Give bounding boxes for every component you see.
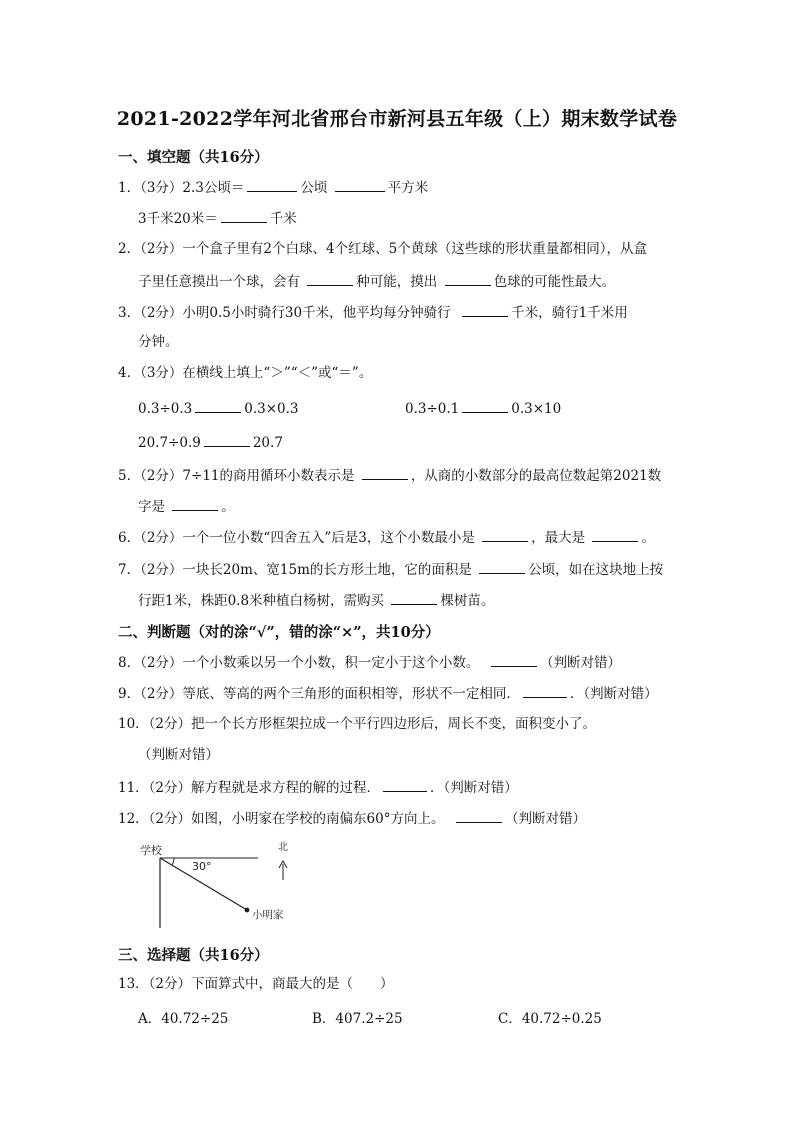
answer-blank[interactable] — [307, 271, 353, 286]
question-8 — [118, 652, 621, 672]
option-b[interactable]: B．407.2÷25 — [312, 1011, 403, 1027]
expr-left: 0.3÷0.1 — [405, 401, 460, 417]
q3-text-a: 3．（2分）小明0.5小时骑行30千米，他平均每分钟骑行 — [118, 305, 451, 321]
question-10-line-2 — [138, 746, 219, 764]
section-heading-true-false: 二、判断题（对的涂“√”，错的涂“×”，共10分） — [118, 624, 440, 641]
question-3-line-2 — [138, 333, 179, 351]
answer-blank[interactable] — [462, 398, 508, 413]
option-a[interactable]: A．40.72÷25 — [138, 1011, 229, 1027]
expr-right: 0.3×10 — [511, 401, 562, 417]
q7-text-d: 棵树苗。 — [440, 593, 495, 609]
expr-right: 0.3×0.3 — [244, 401, 299, 417]
question-5-line-1 — [118, 465, 661, 485]
q5-text-d: 。 — [221, 499, 235, 515]
question-11 — [118, 777, 518, 797]
q1-text-e: 千米 — [269, 211, 297, 227]
q2-text-d: 色球的可能性最大。 — [493, 274, 616, 290]
question-7-line-2 — [138, 590, 494, 610]
question-2-line-1 — [118, 240, 647, 258]
answer-blank[interactable] — [247, 177, 297, 192]
question-13 — [118, 975, 394, 993]
q1-text-b: 公顷 — [300, 180, 328, 196]
q2-text-b: 子里任意摸出一个球，会有 — [138, 274, 300, 290]
school-label: 学校 — [140, 844, 162, 857]
q5-text-b: ，从商的小数部分的最高位数起第2021数 — [410, 468, 662, 484]
q7-text-c: 行距1米，株距0.8米种植白杨树，需购买 — [138, 593, 385, 609]
q8-text: 8．（2分）一个小数乘以另一个小数，积一定小于这个小数。 — [118, 655, 480, 671]
answer-blank[interactable] — [482, 527, 528, 542]
q2-text-a: 2．（2分）一个盒子里有2个白球、4个红球、5个黄球（这些球的形状重量都相同），从盒 — [118, 241, 647, 257]
expr-left: 20.7÷0.9 — [138, 435, 201, 451]
q12-text: 12．（2分）如图，小明家在学校的南偏东60°方向上。 — [118, 811, 445, 827]
answer-blank[interactable] — [491, 652, 537, 667]
question-6-line-1 — [118, 527, 655, 547]
q8-hint: （判断对错） — [540, 655, 622, 671]
answer-blank[interactable] — [362, 465, 408, 480]
q5-text-c: 字是 — [138, 499, 165, 515]
answer-blank[interactable] — [479, 559, 525, 574]
q7-text-a: 7．（2分）一块长20m、宽15m的长方形土地，它的面积是 — [118, 562, 472, 578]
answer-blank[interactable] — [523, 683, 567, 698]
option-c[interactable]: C．40.72÷0.25 — [498, 1011, 602, 1027]
question-3-line-1 — [118, 302, 628, 322]
q2-text-c: 种可能，摸出 — [356, 274, 438, 290]
expr-right: 20.7 — [252, 435, 283, 451]
direction-diagram — [130, 838, 310, 930]
question-4-line-1 — [118, 364, 372, 382]
answer-blank[interactable] — [456, 808, 502, 823]
q12-hint: （判断对错） — [505, 811, 587, 827]
section-heading-fill-in: 一、填空题（共16分） — [118, 149, 269, 166]
q7-text-b: 公顷，如在这块地上按 — [528, 562, 664, 578]
section-heading-choice: 三、选择题（共16分） — [118, 947, 269, 964]
question-5-line-2 — [138, 496, 235, 516]
question-1-line-2 — [138, 208, 297, 228]
answer-blank[interactable] — [391, 590, 437, 605]
answer-blank[interactable] — [204, 432, 250, 447]
north-label: 北 — [278, 842, 288, 853]
expr-left: 0.3÷0.3 — [138, 401, 193, 417]
question-12 — [118, 808, 586, 828]
q11-hint: ．（判断对错） — [430, 780, 518, 796]
question-7-line-1 — [118, 559, 663, 579]
angle-arc — [172, 858, 174, 865]
angle-label: 30° — [192, 860, 212, 873]
question-4-expr-2 — [405, 398, 561, 418]
answer-blank[interactable] — [462, 302, 508, 317]
question-1-line-1 — [118, 177, 428, 197]
q1-text-c: 平方米 — [387, 180, 429, 196]
page-title: 2021-2022学年河北省邢台市新河县五年级（上）期末数学试卷 — [116, 108, 678, 130]
answer-blank[interactable] — [172, 496, 218, 511]
answer-blank[interactable] — [383, 777, 427, 792]
q3-text-b: 千米，骑行1千米用 — [511, 305, 628, 321]
q11-text: 11．（2分）解方程就是求方程的解的过程． — [118, 780, 381, 796]
home-label: 小明家 — [252, 909, 284, 921]
answer-blank[interactable] — [445, 271, 491, 286]
q1-text-d: 3千米20米＝ — [138, 211, 218, 227]
q10-hint: （判断对错） — [138, 747, 219, 763]
direction-diagram-svg — [130, 838, 310, 930]
q6-text-c: 。 — [641, 530, 655, 546]
home-point — [245, 908, 250, 913]
q3-text-c: 分钟。 — [138, 334, 179, 350]
answer-blank[interactable] — [592, 527, 638, 542]
answer-blank[interactable] — [221, 208, 267, 223]
q9-hint: ．（判断对错） — [569, 686, 658, 702]
q13-text: 13．（2分）下面算式中，商最大的是（ ） — [118, 976, 394, 992]
q6-text-b: ，最大是 — [531, 530, 586, 546]
q6-text-a: 6．（2分）一个一位小数“四舍五入”后是3，这个小数最小是 — [118, 530, 475, 546]
answer-blank[interactable] — [335, 177, 385, 192]
q4-text-a: 4．（3分）在横线上填上“＞”“＜”或“＝”。 — [118, 365, 373, 381]
question-9 — [118, 683, 658, 703]
answer-blank[interactable] — [195, 398, 241, 413]
question-4-expr-1 — [138, 398, 299, 418]
q5-text-a: 5．（2分）7÷11的商用循环小数表示是 — [118, 468, 355, 484]
question-4-expr-3 — [138, 432, 283, 452]
q10-text: 10．（2分）把一个长方形框架拉成一个平行四边形后，周长不变，面积变小了。 — [118, 716, 597, 732]
question-2-line-2 — [138, 271, 615, 291]
question-10-line-1 — [118, 715, 596, 733]
q1-text-a: 1．（3分）2.3公顷＝ — [118, 180, 245, 196]
q9-text: 9．（2分）等底、等高的两个三角形的面积相等，形状不一定相同． — [118, 686, 520, 702]
